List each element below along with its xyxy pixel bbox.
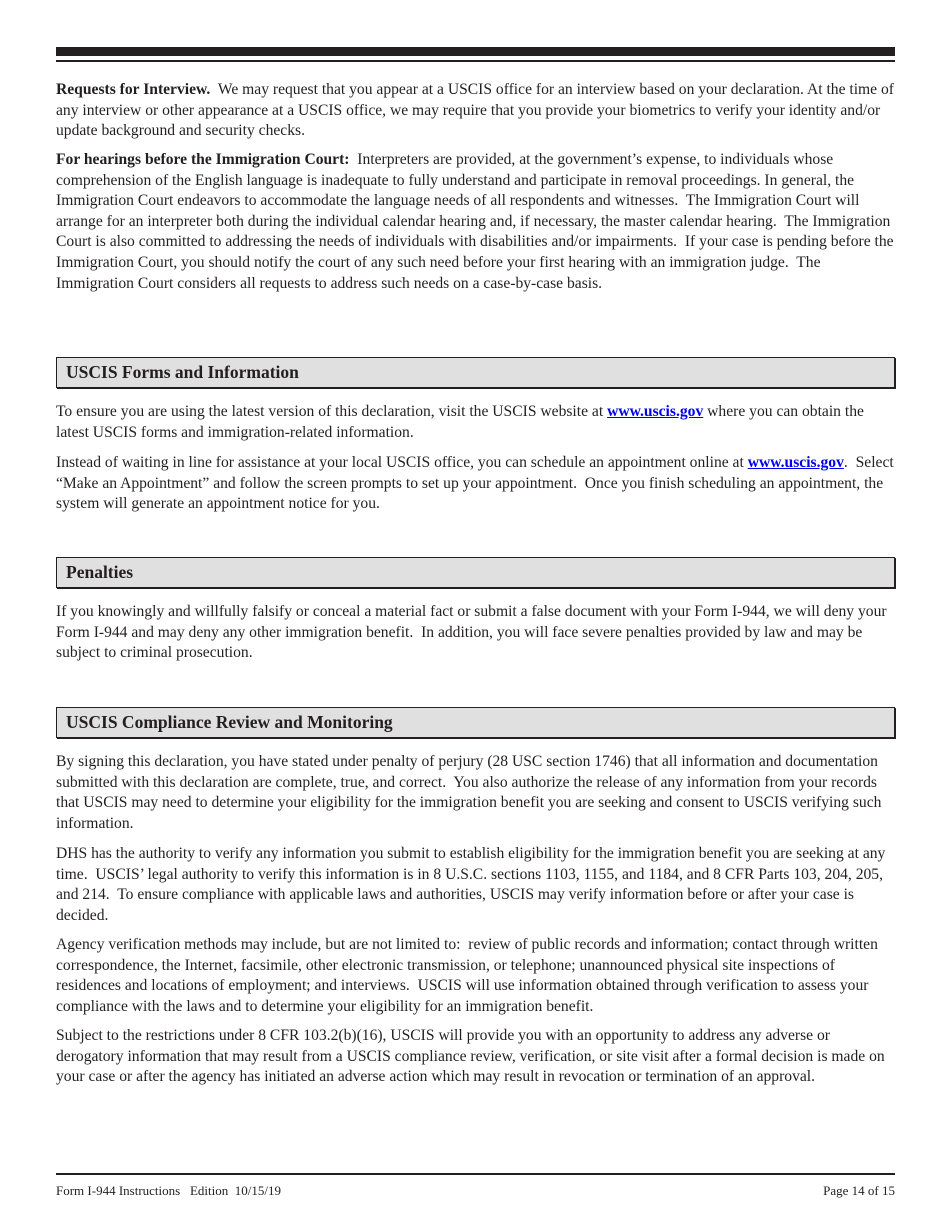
section-header-forms [56, 357, 895, 388]
interview-text: We may request that you appear at a USCIS office for an interview based on your declaration. At the time of any interview or other appearance at a USCIS office, we may require that you provide your biometrics to verify your identity and/or update background and security checks. [56, 81, 898, 140]
uscis-website-link[interactable]: www.uscis.gov [607, 403, 704, 420]
section-header-penalties [56, 557, 895, 588]
forms-p1-text: To ensure you are using the latest version of this declaration, visit the USCIS website at [56, 403, 608, 420]
uscis-appointment-link[interactable]: www.uscis.gov [747, 454, 844, 471]
forms-p2-text: Instead of waiting in line for assistance at your local USCIS office, you can schedule an appointment online at [56, 454, 748, 471]
forms-p1-text-after: where you can obtain the latest USCIS forms and immigration-related information. [56, 403, 864, 441]
penalties-text: If you knowingly and willfully falsify or conceal a material fact or submit a false document with your Form I-944, we will deny your Form I-944 and may deny any other immigration benefit. In addition, you will face severe penalties provided by law and may be subject to criminal prosecution. [56, 603, 891, 662]
header-thick-rule [56, 47, 895, 56]
forms-paragraph-1 [56, 402, 895, 443]
footer-page-number: Page 14 of 15 [823, 1183, 895, 1198]
section-header-compliance [56, 707, 895, 738]
section-title: Penalties [66, 562, 134, 582]
section-title: USCIS Compliance Review and Monitoring [66, 712, 393, 732]
interview-lead: Requests for Interview. [56, 81, 211, 98]
hearings-paragraph [56, 150, 898, 294]
compliance-p3-text: Agency verification methods may include, but are not limited to: review of public records and information; contact through written correspondence, the Internet, facsimile, other electronic transmission, or telephone; unannounced physical site inspections of residences and locations of employment; and interviews. USCIS will use information obtained through verification to assess your compliance with the laws and to determine your eligibility for an immigration benefit. [56, 936, 882, 1015]
compliance-p4-text: Subject to the restrictions under 8 CFR 103.2(b)(16), USCIS will provide you with an opportunity to address any adverse or derogatory information that may result from a USCIS compliance review, verification, or site visit after a formal decision is made on your case or after the agency has initiated an adverse action which may result in revocation or termination of an approval. [56, 1027, 889, 1086]
compliance-p2-text: DHS has the authority to verify any information you submit to establish eligibility for the immigration benefit you are seeking at any time. USCIS’ legal authority to verify this information is in 8 U.S.C. sections 1103, 1155, and 1184, and 8 CFR Parts 103, 204, 205, and 214. To ensure compliance with applicable laws and authorities, USCIS may verify information before or after your case is decided. [56, 845, 890, 924]
forms-paragraph-2 [56, 453, 898, 515]
compliance-paragraph-4 [56, 1026, 895, 1088]
interview-paragraph [56, 80, 898, 142]
compliance-paragraph-1 [56, 752, 895, 834]
footer-rule [56, 1173, 895, 1175]
hearings-lead: For hearings before the Immigration Court: [56, 151, 350, 168]
section-title: USCIS Forms and Information [66, 362, 299, 382]
compliance-paragraph-2 [56, 844, 895, 926]
hearings-text: Interpreters are provided, at the government’s expense, to individuals whose comprehension of the English language is inadequate to fully understand and participate in removal proceedings. In general, the Immigration Court endeavors to accommodate the language needs of all respondents and witnesses. The Immigration Court will arrange for an interpreter both during the individual calendar hearing and, if necessary, the master calendar hearing. The Immigration Court is also committed to addressing the needs of individuals with disabilities and/or impairments. If your case is pending before the Immigration Court, you should notify the court of any such need before your first hearing with an immigration judge. The Immigration Court considers all requests to address such needs on a case-by-case basis. [56, 151, 898, 292]
compliance-p1-text: By signing this declaration, you have stated under penalty of perjury (28 USC section 1746) that all information and documentation submitted with this declaration are complete, true, and correct. You also authorize the release of any information from your records that USCIS may need to determine your eligibility for the immigration benefit you are seeking and consent to USCIS verifying such information. [56, 753, 886, 832]
penalties-paragraph [56, 602, 895, 664]
compliance-paragraph-3 [56, 935, 895, 1017]
footer-form-info: Form I-944 Instructions Edition 10/15/19 [56, 1183, 281, 1198]
header-thin-rule [56, 60, 895, 62]
forms-p2-text-after: . Select “Make an Appointment” and follow the screen prompts to set up your appointment. Once you finish scheduling an appointment, the system will generate an appointment notice for you. [56, 454, 898, 513]
